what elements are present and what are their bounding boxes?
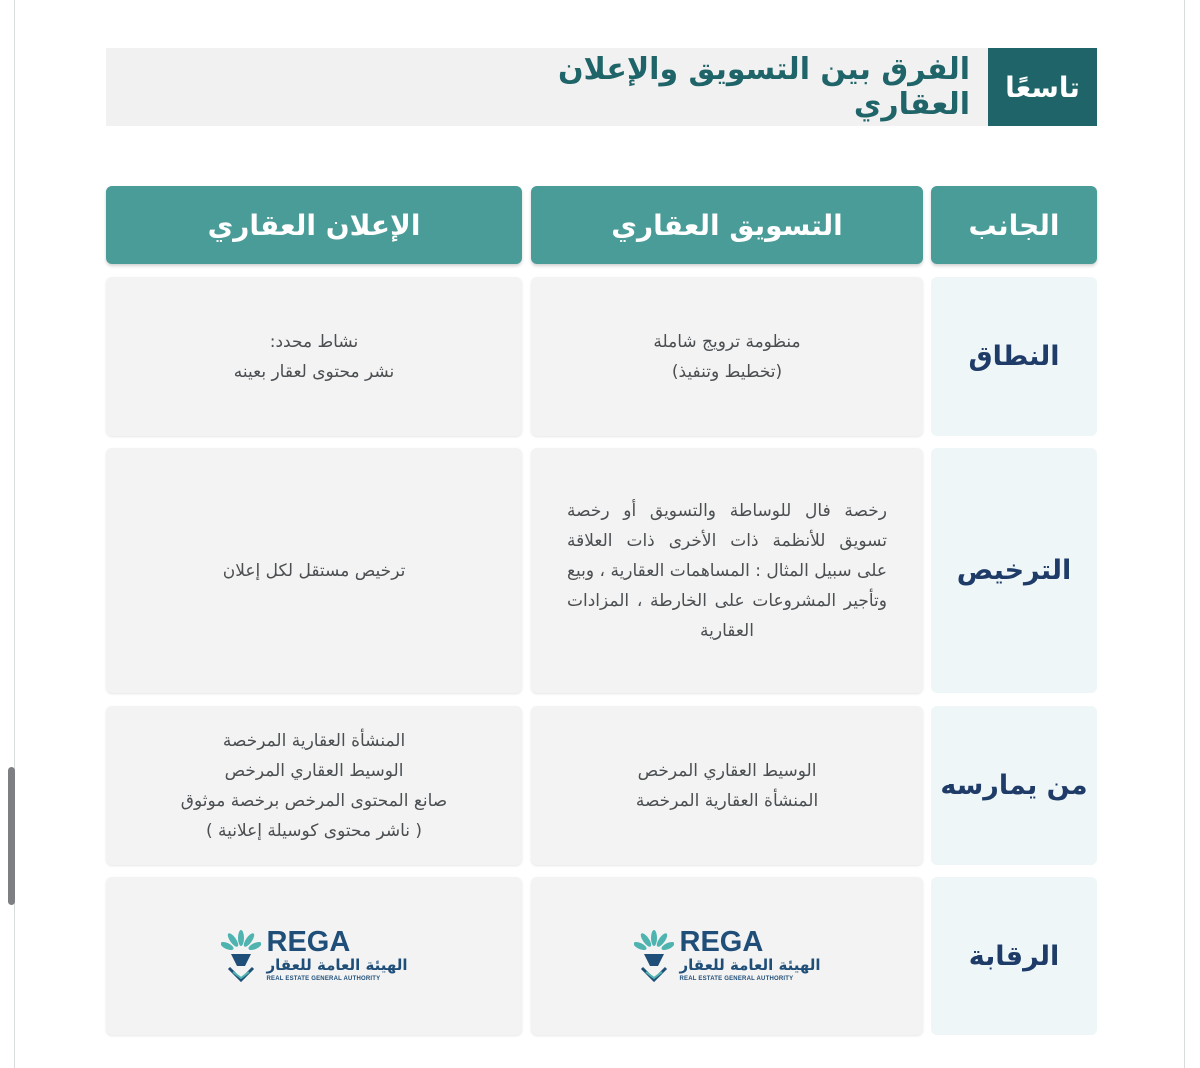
header-advertising: الإعلان العقاري [106, 186, 522, 264]
text-line: نشر محتوى لعقار بعينه [233, 361, 395, 382]
advertising-scope-cell [106, 277, 522, 436]
text-line: رخصة فال للوساطة والتسويق أو رخصة [567, 500, 887, 521]
rega-palm-icon [634, 930, 674, 982]
text-line: منظومة ترويج شاملة [653, 331, 801, 352]
marketing-licensing-text [567, 496, 887, 646]
text-line: وتأجير المشروعات على الخارطة ، المزادات [567, 590, 887, 611]
marketing-practitioners-cell [531, 706, 923, 865]
text-line: المنشأة العقارية المرخصة [635, 790, 819, 811]
aspect-oversight: الرقابة [931, 877, 1097, 1035]
text-line: المنشأة العقارية المرخصة [222, 730, 406, 751]
section-title: الفرق بين التسويق والإعلان العقاري [557, 52, 970, 122]
text-line: تسويق للأنظمة ذات الأخرى ذات العلاقة [567, 530, 887, 551]
advertising-scope-text [234, 327, 394, 387]
aspect-practitioners: من يمارسه [931, 706, 1097, 865]
text-line: الوسيط العقاري المرخص [637, 760, 817, 781]
rega-logo-latin: REGA [266, 926, 351, 958]
page-border-right [1184, 0, 1185, 1068]
rega-logo-english: REAL ESTATE GENERAL AUTHORITY [266, 976, 381, 982]
header-marketing: التسويق العقاري [531, 186, 923, 264]
advertising-licensing-text [223, 556, 406, 586]
text-line: ( ناشر محتوى كوسيلة إعلانية ) [205, 820, 423, 841]
rega-logo-latin: REGA [679, 926, 764, 958]
section-number-badge: تاسعًا [988, 48, 1097, 126]
aspect-scope: النطاق [931, 277, 1097, 436]
rega-palm-icon [221, 930, 261, 982]
marketing-scope-cell [531, 277, 923, 436]
page-border-left [14, 0, 15, 1068]
text-line: صانع المحتوى المرخص برخصة موثوق [180, 790, 448, 811]
rega-logo [221, 928, 408, 984]
text-line: الوسيط العقاري المرخص [224, 760, 404, 781]
rega-logo [634, 928, 821, 984]
advertising-practitioners-cell [106, 706, 522, 865]
marketing-oversight-cell [531, 877, 923, 1035]
advertising-licensing-cell [106, 448, 522, 693]
text-line: ترخيص مستقل لكل إعلان [222, 560, 406, 581]
header-aspect: الجانب [931, 186, 1097, 264]
text-line: العقارية [700, 620, 754, 641]
aspect-licensing: الترخيص [931, 448, 1097, 693]
text-line: على سبيل المثال : المساهمات العقارية ، وبيع [567, 560, 887, 581]
rega-logo-english: REAL ESTATE GENERAL AUTHORITY [679, 976, 794, 982]
rega-logo-arabic: الهيئة العامة للعقار [679, 956, 821, 974]
text-line: (تخطيط وتنفيذ) [671, 361, 783, 382]
advertising-oversight-cell [106, 877, 522, 1035]
text-line: نشاط محدد: [269, 331, 359, 352]
marketing-scope-text [653, 327, 800, 387]
advertising-practitioners-text [181, 726, 447, 846]
scrollbar-thumb[interactable] [8, 767, 15, 905]
marketing-licensing-cell [531, 448, 923, 693]
marketing-practitioners-text [636, 756, 818, 816]
rega-logo-arabic: الهيئة العامة للعقار [266, 956, 408, 974]
